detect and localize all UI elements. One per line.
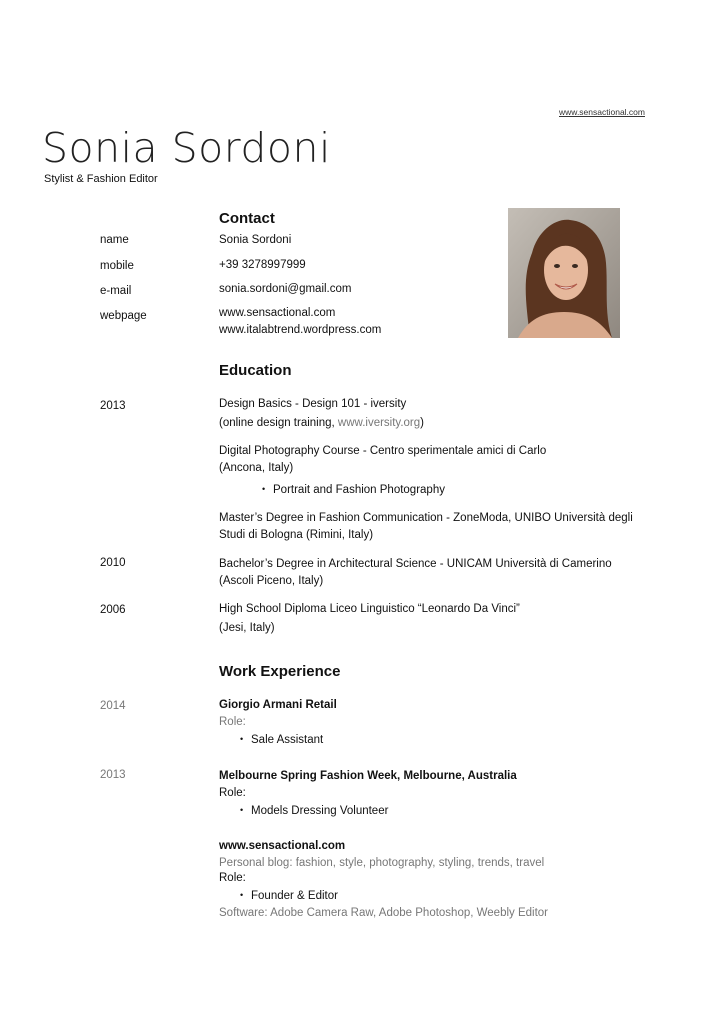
education-item-5-title: High School Diploma Liceo Linguistico “Leonardo Da Vinci” <box>219 603 520 615</box>
contact-heading: Contact <box>219 210 275 227</box>
education-item-1-detail-pre: (online design training, <box>219 417 338 429</box>
education-item-4-title: Bachelor’s Degree in Architectural Science - UNICAM Università di Camerino <box>219 558 612 570</box>
education-item-5-location: (Jesi, Italy) <box>219 622 275 634</box>
work-item-3-description: Personal blog: fashion, style, photography, styling, trends, travel <box>219 857 545 869</box>
education-item-1-title: Design Basics - Design 101 - iversity <box>219 398 407 410</box>
work-item-2-role: Role: <box>219 787 246 799</box>
contact-value-email[interactable]: sonia.sordoni@gmail.com <box>219 283 352 295</box>
work-item-1-bullet: • Sale Assistant <box>240 734 323 746</box>
education-item-2-bullet: • Portrait and Fashion Photography <box>262 484 445 496</box>
work-item-3-title[interactable]: www.sensactional.com <box>219 840 346 852</box>
work-item-2-title: Melbourne Spring Fashion Week, Melbourne, Australia <box>219 770 517 782</box>
work-item-3-role: Role: <box>219 872 246 884</box>
education-item-3-title: Master’s Degree in Fashion Communication - ZoneModa, UNIBO Università degli <box>219 512 633 524</box>
education-year-2006: 2006 <box>100 604 126 616</box>
contact-label-name: name <box>100 234 129 246</box>
contact-value-webpage-1[interactable]: www.sensactional.com <box>219 307 336 319</box>
work-item-3-bullet: • Founder & Editor <box>240 890 338 902</box>
work-heading: Work Experience <box>219 663 341 680</box>
candidate-name: Sonia Sordoni <box>42 124 331 172</box>
work-year-2014: 2014 <box>100 700 126 712</box>
website-link[interactable]: www.sensactional.com <box>559 107 645 117</box>
education-item-2-title: Digital Photography Course - Centro sperimentale amici di Carlo <box>219 445 547 457</box>
work-item-2-bullet: • Models Dressing Volunteer <box>240 805 388 817</box>
education-item-4-location: (Ascoli Piceno, Italy) <box>219 575 324 587</box>
education-item-1-detail <box>219 417 424 429</box>
work-year-2013: 2013 <box>100 769 126 781</box>
profile-photo <box>508 208 620 338</box>
education-heading: Education <box>219 362 292 379</box>
iversity-link[interactable]: www.iversity.org <box>337 417 421 429</box>
contact-label-webpage: webpage <box>100 310 147 322</box>
education-year-2013: 2013 <box>100 400 126 412</box>
education-item-1-detail-post: ) <box>420 417 424 429</box>
work-item-1-title: Giorgio Armani Retail <box>219 699 337 711</box>
work-item-3-software: Software: Adobe Camera Raw, Adobe Photoshop, Weebly Editor <box>219 907 549 919</box>
work-item-1-role: Role: <box>219 716 246 728</box>
contact-label-email: e-mail <box>100 285 132 297</box>
candidate-subtitle: Stylist & Fashion Editor <box>44 173 158 185</box>
education-year-2010: 2010 <box>100 557 126 569</box>
portrait-image <box>508 208 620 338</box>
contact-value-mobile: +39 3278997999 <box>219 259 306 271</box>
education-item-3-location: Studi di Bologna (Rimini, Italy) <box>219 529 374 541</box>
contact-value-name: Sonia Sordoni <box>219 234 292 246</box>
contact-label-mobile: mobile <box>100 260 134 272</box>
education-item-2-location: (Ancona, Italy) <box>219 462 294 474</box>
contact-value-webpage-2[interactable]: www.italabtrend.wordpress.com <box>219 324 382 336</box>
